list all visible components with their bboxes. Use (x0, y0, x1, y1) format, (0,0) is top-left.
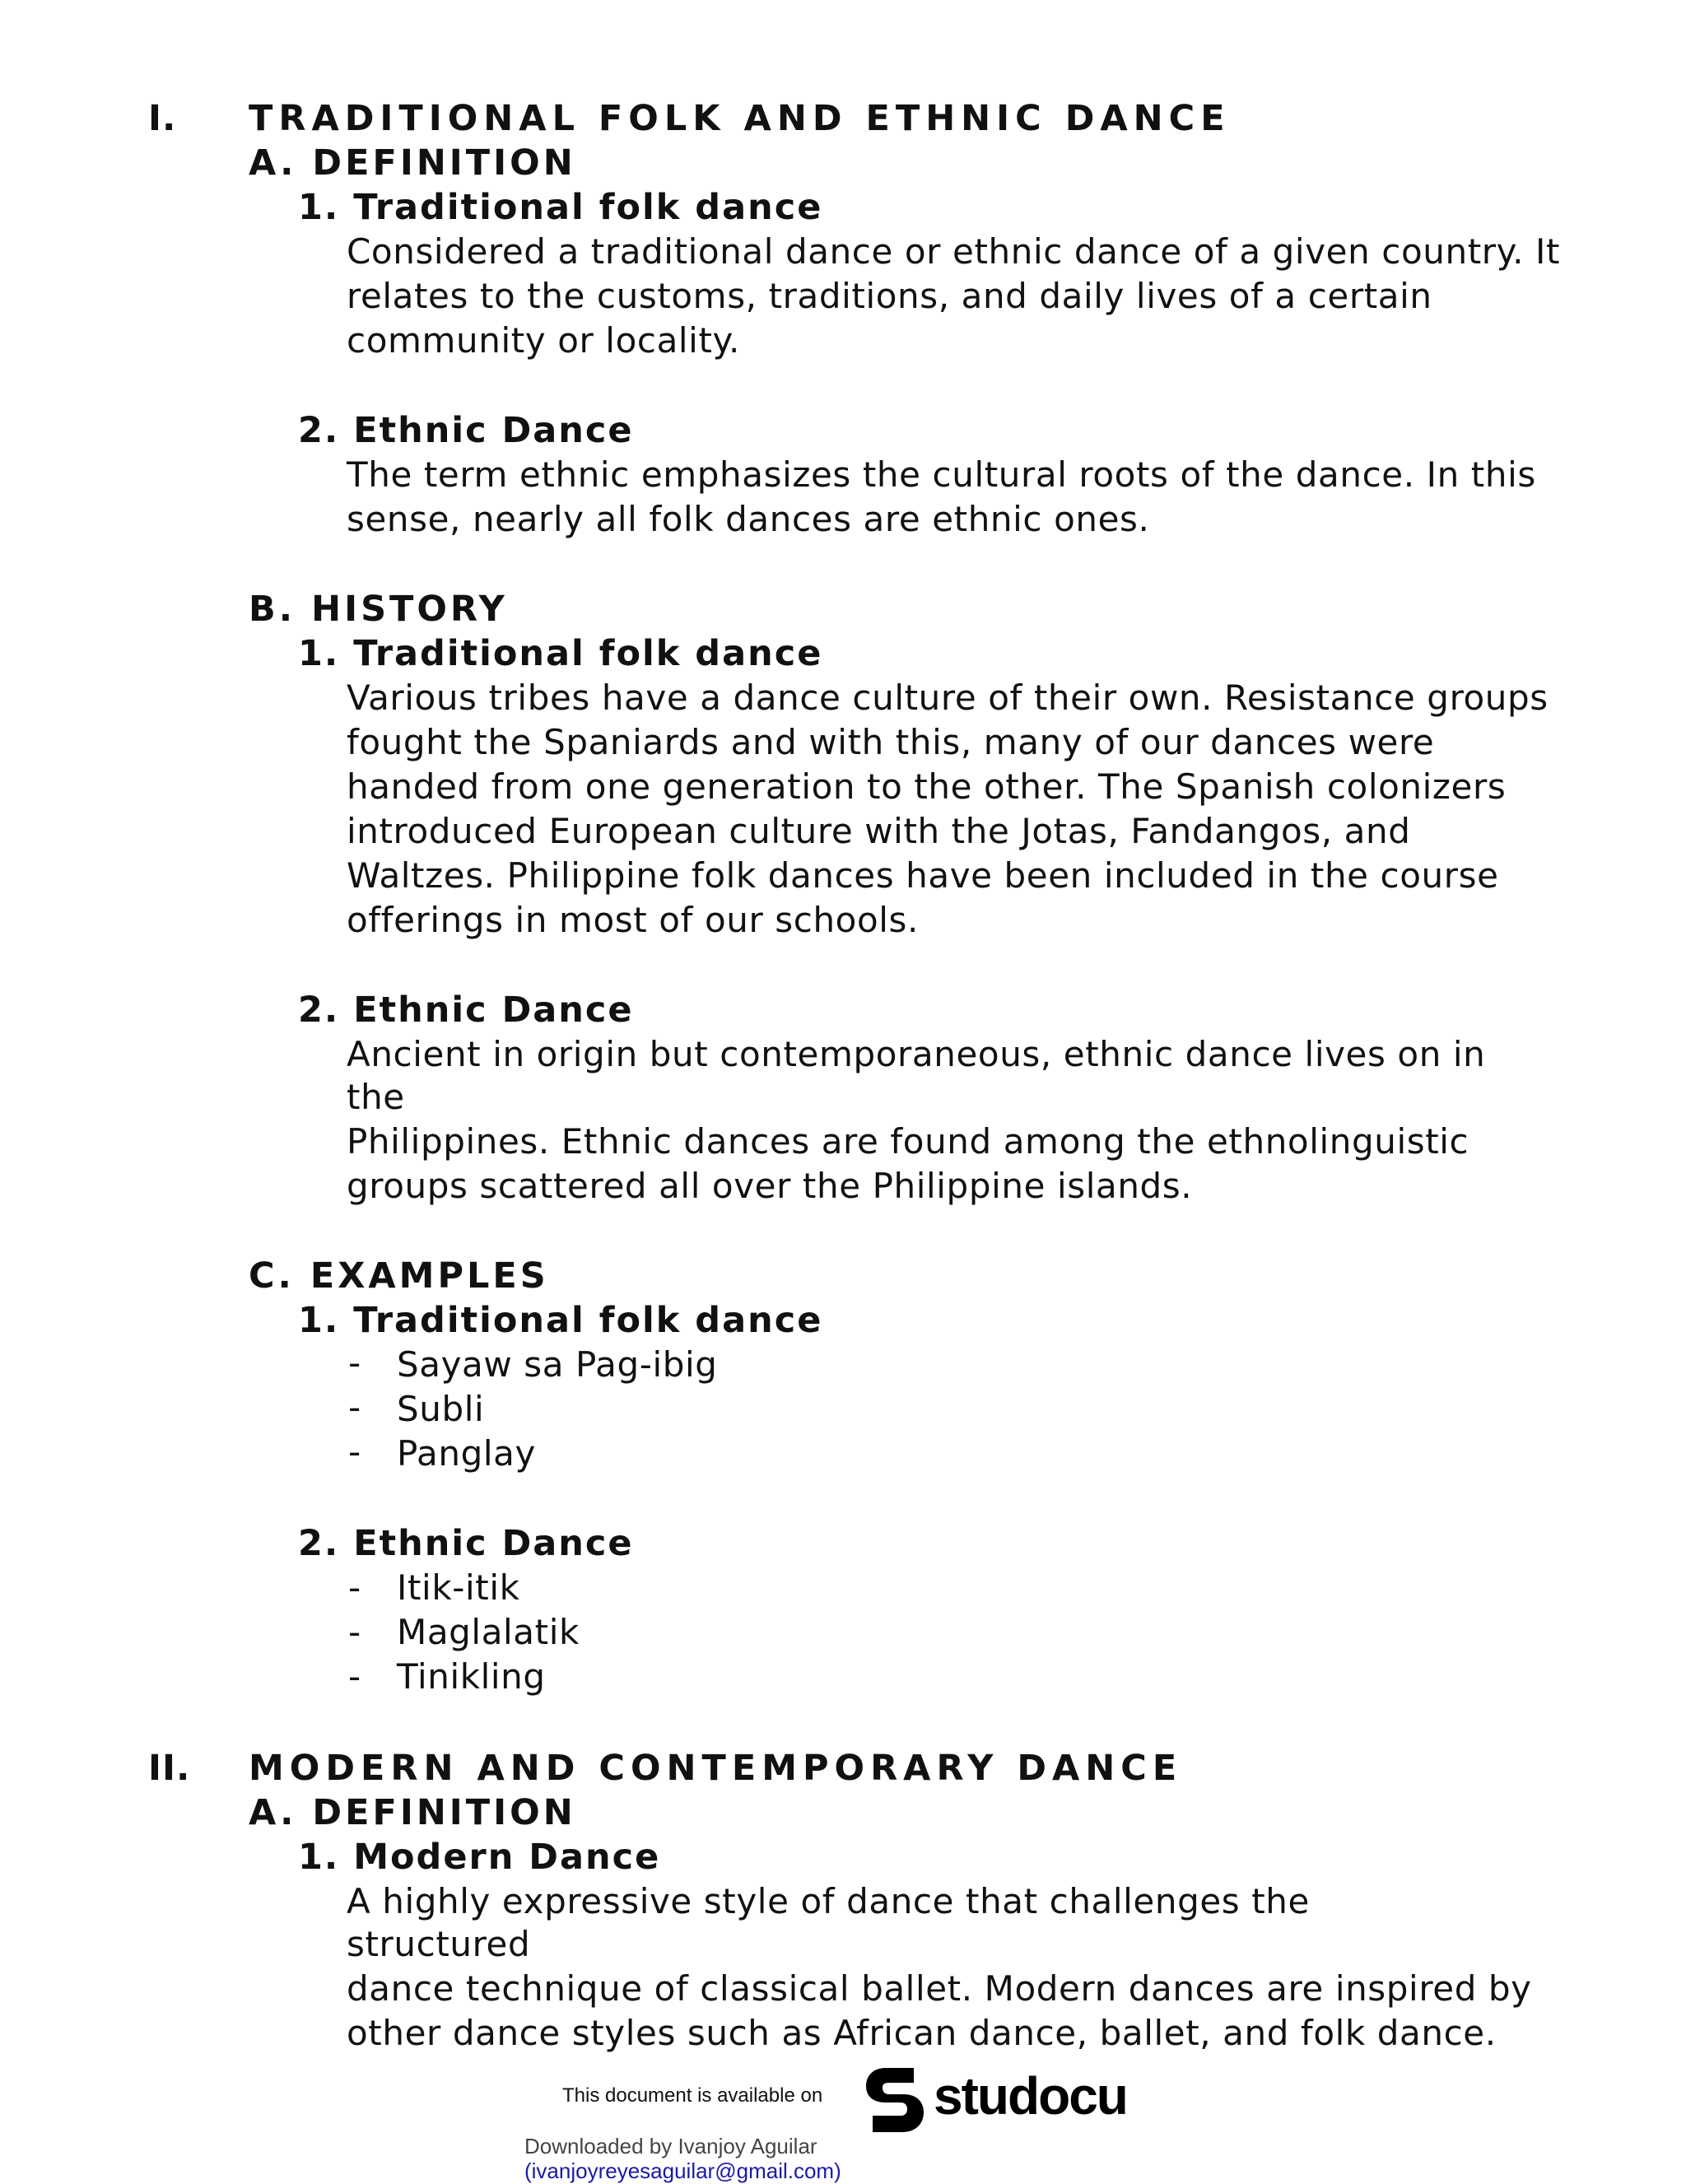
paragraph-line: sense, nearly all folk dances are ethnic ones. (347, 499, 1150, 539)
paragraph-line: A highly expressive style of dance that challenges the (347, 1881, 1310, 1921)
bullet-dash: - (348, 1432, 361, 1472)
subsection-heading: A. DEFINITION (249, 1792, 576, 1833)
subsection-heading: B. HISTORY (249, 589, 508, 630)
bullet-dash: - (348, 1656, 361, 1697)
studocu-logo-text[interactable]: studocu (934, 2066, 1127, 2126)
list-item: Itik-itik (397, 1567, 520, 1608)
studocu-logo-icon[interactable] (863, 2065, 927, 2135)
paragraph-line: Philippines. Ethnic dances are found among the ethnolinguistic (347, 1121, 1469, 1162)
paragraph-line: Waltzes. Philippine folk dances have been included in the course (347, 855, 1499, 896)
paragraph-line: handed from one generation to the other. The Spanish colonizers (347, 766, 1507, 807)
list-item: Maglalatik (397, 1612, 580, 1652)
paragraph-line: the (347, 1077, 405, 1117)
item-title: 2. Ethnic Dance (298, 1523, 634, 1564)
paragraph-line: Various tribes have a dance culture of their own. Resistance groups (347, 678, 1549, 718)
section-numeral: I. (148, 98, 177, 139)
subsection-heading: C. EXAMPLES (249, 1255, 549, 1297)
paragraph-line: The term ethnic emphasizes the cultural roots of the dance. In this (347, 454, 1536, 495)
downloaded-by-text: Downloaded by Ivanjoy Aguilar (524, 2134, 817, 2158)
section-title: MODERN AND CONTEMPORARY DANCE (249, 1748, 1183, 1789)
list-item: Subli (397, 1389, 485, 1429)
paragraph-line: offerings in most of our schools. (347, 900, 919, 940)
item-title: 1. Traditional folk dance (298, 187, 823, 228)
paragraph-line: other dance styles such as African dance, ballet, and folk dance. (347, 2013, 1497, 2053)
section-title: TRADITIONAL FOLK AND ETHNIC DANCE (249, 98, 1231, 139)
section-numeral: II. (148, 1748, 191, 1789)
list-item: Tinikling (397, 1656, 546, 1697)
subsection-heading: A. DEFINITION (249, 142, 576, 184)
paragraph-line: groups scattered all over the Philippine islands. (347, 1166, 1193, 1206)
paragraph-line: Ancient in origin but contemporaneous, ethnic dance lives on in (347, 1034, 1486, 1074)
email-link[interactable]: (ivanjoyreyesaguilar@gmail.com) (524, 2158, 841, 2183)
list-item: Sayaw sa Pag-ibig (397, 1344, 718, 1385)
paragraph-line: Considered a traditional dance or ethnic dance of a given country. It (347, 231, 1561, 272)
bullet-dash: - (348, 1612, 361, 1652)
item-title: 1. Traditional folk dance (298, 1300, 823, 1341)
paragraph-line: relates to the customs, traditions, and daily lives of a certain (347, 276, 1432, 316)
item-title: 1. Modern Dance (298, 1837, 661, 1878)
bullet-dash: - (348, 1343, 361, 1383)
paragraph-line: fought the Spaniards and with this, many of our dances were (347, 722, 1435, 762)
paragraph-line: community or locality. (347, 320, 740, 361)
paragraph-line: introduced European culture with the Jotas, Fandangos, and (347, 811, 1411, 851)
item-title: 2. Ethnic Dance (298, 990, 634, 1031)
item-title: 1. Traditional folk dance (298, 633, 823, 674)
availability-notice: This document is available on (562, 2084, 823, 2107)
bullet-dash: - (348, 1387, 361, 1427)
bullet-dash: - (348, 1567, 361, 1608)
item-title: 2. Ethnic Dance (298, 410, 634, 451)
list-item: Panglay (397, 1433, 536, 1474)
paragraph-line: dance technique of classical ballet. Modern dances are inspired by (347, 1968, 1532, 2009)
paragraph-line: structured (347, 1924, 531, 1964)
